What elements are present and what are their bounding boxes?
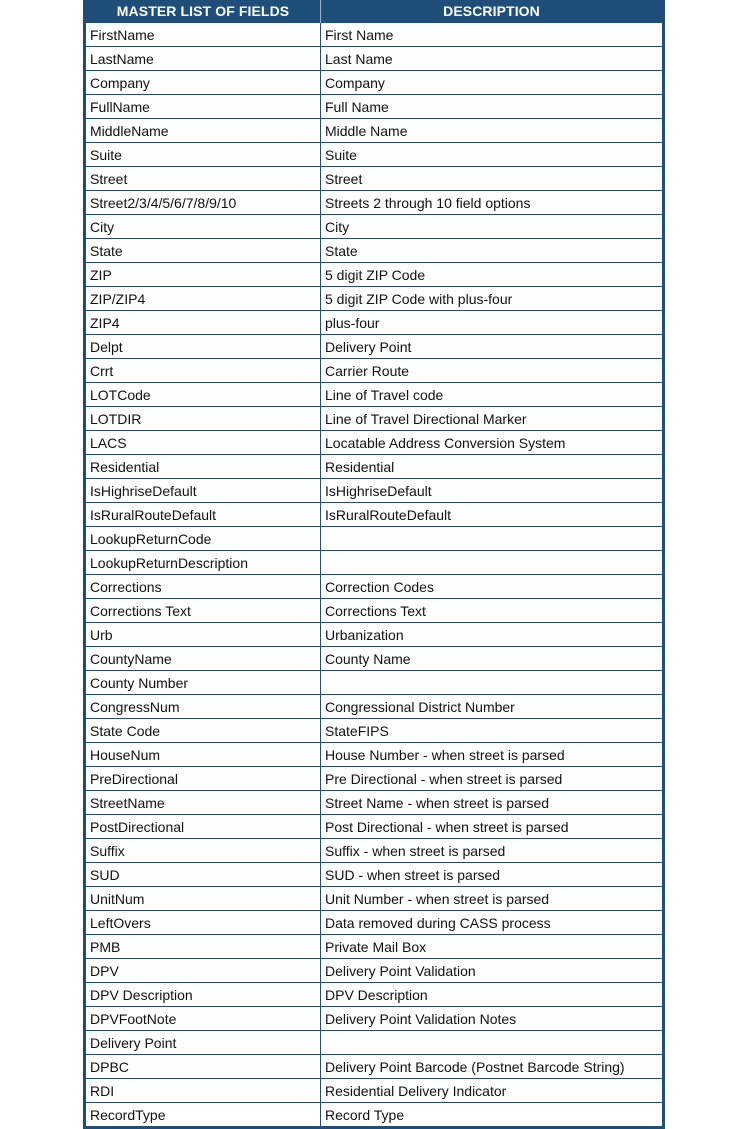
field-name-cell: MiddleName — [85, 119, 321, 143]
field-description-cell: Urbanization — [321, 623, 664, 647]
table-row — [85, 215, 664, 239]
field-description-cell: County Name — [321, 647, 664, 671]
field-name-cell: Street — [85, 167, 321, 191]
table-row — [85, 407, 664, 431]
field-description-cell: plus-four — [321, 311, 664, 335]
field-name-cell: Suite — [85, 143, 321, 167]
field-description-cell — [321, 671, 664, 695]
field-name-cell: City — [85, 215, 321, 239]
field-name-cell: SUD — [85, 863, 321, 887]
field-name-cell: RDI — [85, 1079, 321, 1103]
field-name-cell: FullName — [85, 95, 321, 119]
table-row — [85, 119, 664, 143]
table-row — [85, 335, 664, 359]
field-description-cell: Residential Delivery Indicator — [321, 1079, 664, 1103]
header-row — [85, 0, 664, 23]
field-name-cell: Corrections Text — [85, 599, 321, 623]
field-description-cell: Middle Name — [321, 119, 664, 143]
field-description-cell: IsHighriseDefault — [321, 479, 664, 503]
field-name-cell: IsHighriseDefault — [85, 479, 321, 503]
table-row — [85, 287, 664, 311]
field-name-cell: PreDirectional — [85, 767, 321, 791]
field-name-cell: LOTDIR — [85, 407, 321, 431]
table-row — [85, 863, 664, 887]
field-name-cell: Corrections — [85, 575, 321, 599]
table-row — [85, 935, 664, 959]
table-row — [85, 479, 664, 503]
field-name-cell: IsRuralRouteDefault — [85, 503, 321, 527]
table-row — [85, 263, 664, 287]
table-row — [85, 47, 664, 71]
table-row — [85, 71, 664, 95]
field-name-cell: RecordType — [85, 1103, 321, 1128]
field-description-cell: First Name — [321, 23, 664, 47]
field-name-cell: LACS — [85, 431, 321, 455]
field-description-cell: Data removed during CASS process — [321, 911, 664, 935]
field-description-cell — [321, 1031, 664, 1055]
table-row — [85, 695, 664, 719]
field-name-cell: PostDirectional — [85, 815, 321, 839]
field-description-cell: DPV Description — [321, 983, 664, 1007]
field-description-cell: Street Name - when street is parsed — [321, 791, 664, 815]
field-name-cell: County Number — [85, 671, 321, 695]
table-row — [85, 167, 664, 191]
field-description-cell: Correction Codes — [321, 575, 664, 599]
field-description-cell: Suffix - when street is parsed — [321, 839, 664, 863]
field-name-cell: Residential — [85, 455, 321, 479]
field-name-cell: Delivery Point — [85, 1031, 321, 1055]
table-row — [85, 143, 664, 167]
field-name-cell: DPV Description — [85, 983, 321, 1007]
table-row — [85, 719, 664, 743]
table-row — [85, 791, 664, 815]
fields-table — [83, 0, 665, 1129]
table-row — [85, 1007, 664, 1031]
field-description-cell: Full Name — [321, 95, 664, 119]
table-row — [85, 503, 664, 527]
field-name-cell: LookupReturnDescription — [85, 551, 321, 575]
field-description-cell: Line of Travel Directional Marker — [321, 407, 664, 431]
table-row — [85, 527, 664, 551]
table-row — [85, 1031, 664, 1055]
field-name-cell: LeftOvers — [85, 911, 321, 935]
field-name-cell: CountyName — [85, 647, 321, 671]
field-description-cell: Suite — [321, 143, 664, 167]
field-name-cell: Urb — [85, 623, 321, 647]
field-name-cell: UnitNum — [85, 887, 321, 911]
field-description-cell: Corrections Text — [321, 599, 664, 623]
table-row — [85, 623, 664, 647]
table-row — [85, 23, 664, 47]
table-row — [85, 815, 664, 839]
column-header-fields: MASTER LIST OF FIELDS — [85, 0, 321, 23]
table-row — [85, 359, 664, 383]
field-description-cell: State — [321, 239, 664, 263]
field-name-cell: Delpt — [85, 335, 321, 359]
field-description-cell: Post Directional - when street is parsed — [321, 815, 664, 839]
table-row — [85, 1055, 664, 1079]
field-description-cell: 5 digit ZIP Code with plus-four — [321, 287, 664, 311]
table-row — [85, 743, 664, 767]
field-description-cell: Locatable Address Conversion System — [321, 431, 664, 455]
fields-sheet — [83, 0, 662, 1129]
field-description-cell: Residential — [321, 455, 664, 479]
field-description-cell: SUD - when street is parsed — [321, 863, 664, 887]
field-name-cell: LOTCode — [85, 383, 321, 407]
field-name-cell: Company — [85, 71, 321, 95]
field-name-cell: LookupReturnCode — [85, 527, 321, 551]
field-name-cell: Suffix — [85, 839, 321, 863]
field-description-cell: Record Type — [321, 1103, 664, 1128]
field-description-cell: Delivery Point Validation Notes — [321, 1007, 664, 1031]
field-description-cell: Congressional District Number — [321, 695, 664, 719]
field-name-cell: State — [85, 239, 321, 263]
table-row — [85, 983, 664, 1007]
field-description-cell: Private Mail Box — [321, 935, 664, 959]
field-description-cell: Street — [321, 167, 664, 191]
field-description-cell: Last Name — [321, 47, 664, 71]
table-row — [85, 1079, 664, 1103]
table-body — [85, 23, 664, 1128]
field-name-cell: ZIP4 — [85, 311, 321, 335]
table-row — [85, 311, 664, 335]
field-description-cell: Pre Directional - when street is parsed — [321, 767, 664, 791]
table-row — [85, 1103, 664, 1128]
table-row — [85, 839, 664, 863]
table-row — [85, 959, 664, 983]
field-name-cell: PMB — [85, 935, 321, 959]
field-description-cell: City — [321, 215, 664, 239]
table-row — [85, 887, 664, 911]
table-row — [85, 455, 664, 479]
table-row — [85, 647, 664, 671]
table-row — [85, 599, 664, 623]
field-description-cell: Delivery Point Validation — [321, 959, 664, 983]
field-name-cell: DPBC — [85, 1055, 321, 1079]
field-description-cell: Company — [321, 71, 664, 95]
field-description-cell: Delivery Point — [321, 335, 664, 359]
field-name-cell: ZIP — [85, 263, 321, 287]
field-name-cell: State Code — [85, 719, 321, 743]
table-row — [85, 575, 664, 599]
field-description-cell: StateFIPS — [321, 719, 664, 743]
field-name-cell: Street2/3/4/5/6/7/8/9/10 — [85, 191, 321, 215]
field-description-cell: Delivery Point Barcode (Postnet Barcode String) — [321, 1055, 664, 1079]
column-header-description: DESCRIPTION — [321, 0, 664, 23]
table-row — [85, 671, 664, 695]
field-name-cell: ZIP/ZIP4 — [85, 287, 321, 311]
field-description-cell — [321, 527, 664, 551]
field-description-cell: Carrier Route — [321, 359, 664, 383]
field-description-cell: 5 digit ZIP Code — [321, 263, 664, 287]
field-description-cell: Streets 2 through 10 field options — [321, 191, 664, 215]
field-name-cell: StreetName — [85, 791, 321, 815]
table-row — [85, 911, 664, 935]
field-description-cell — [321, 551, 664, 575]
table-row — [85, 767, 664, 791]
field-name-cell: DPV — [85, 959, 321, 983]
table-row — [85, 431, 664, 455]
field-name-cell: FirstName — [85, 23, 321, 47]
field-description-cell: Line of Travel code — [321, 383, 664, 407]
field-name-cell: DPVFootNote — [85, 1007, 321, 1031]
field-name-cell: Crrt — [85, 359, 321, 383]
field-name-cell: LastName — [85, 47, 321, 71]
table-row — [85, 95, 664, 119]
field-description-cell: Unit Number - when street is parsed — [321, 887, 664, 911]
table-row — [85, 239, 664, 263]
field-name-cell: CongressNum — [85, 695, 321, 719]
field-description-cell: House Number - when street is parsed — [321, 743, 664, 767]
field-description-cell: IsRuralRouteDefault — [321, 503, 664, 527]
table-row — [85, 191, 664, 215]
table-row — [85, 383, 664, 407]
table-row — [85, 551, 664, 575]
field-name-cell: HouseNum — [85, 743, 321, 767]
